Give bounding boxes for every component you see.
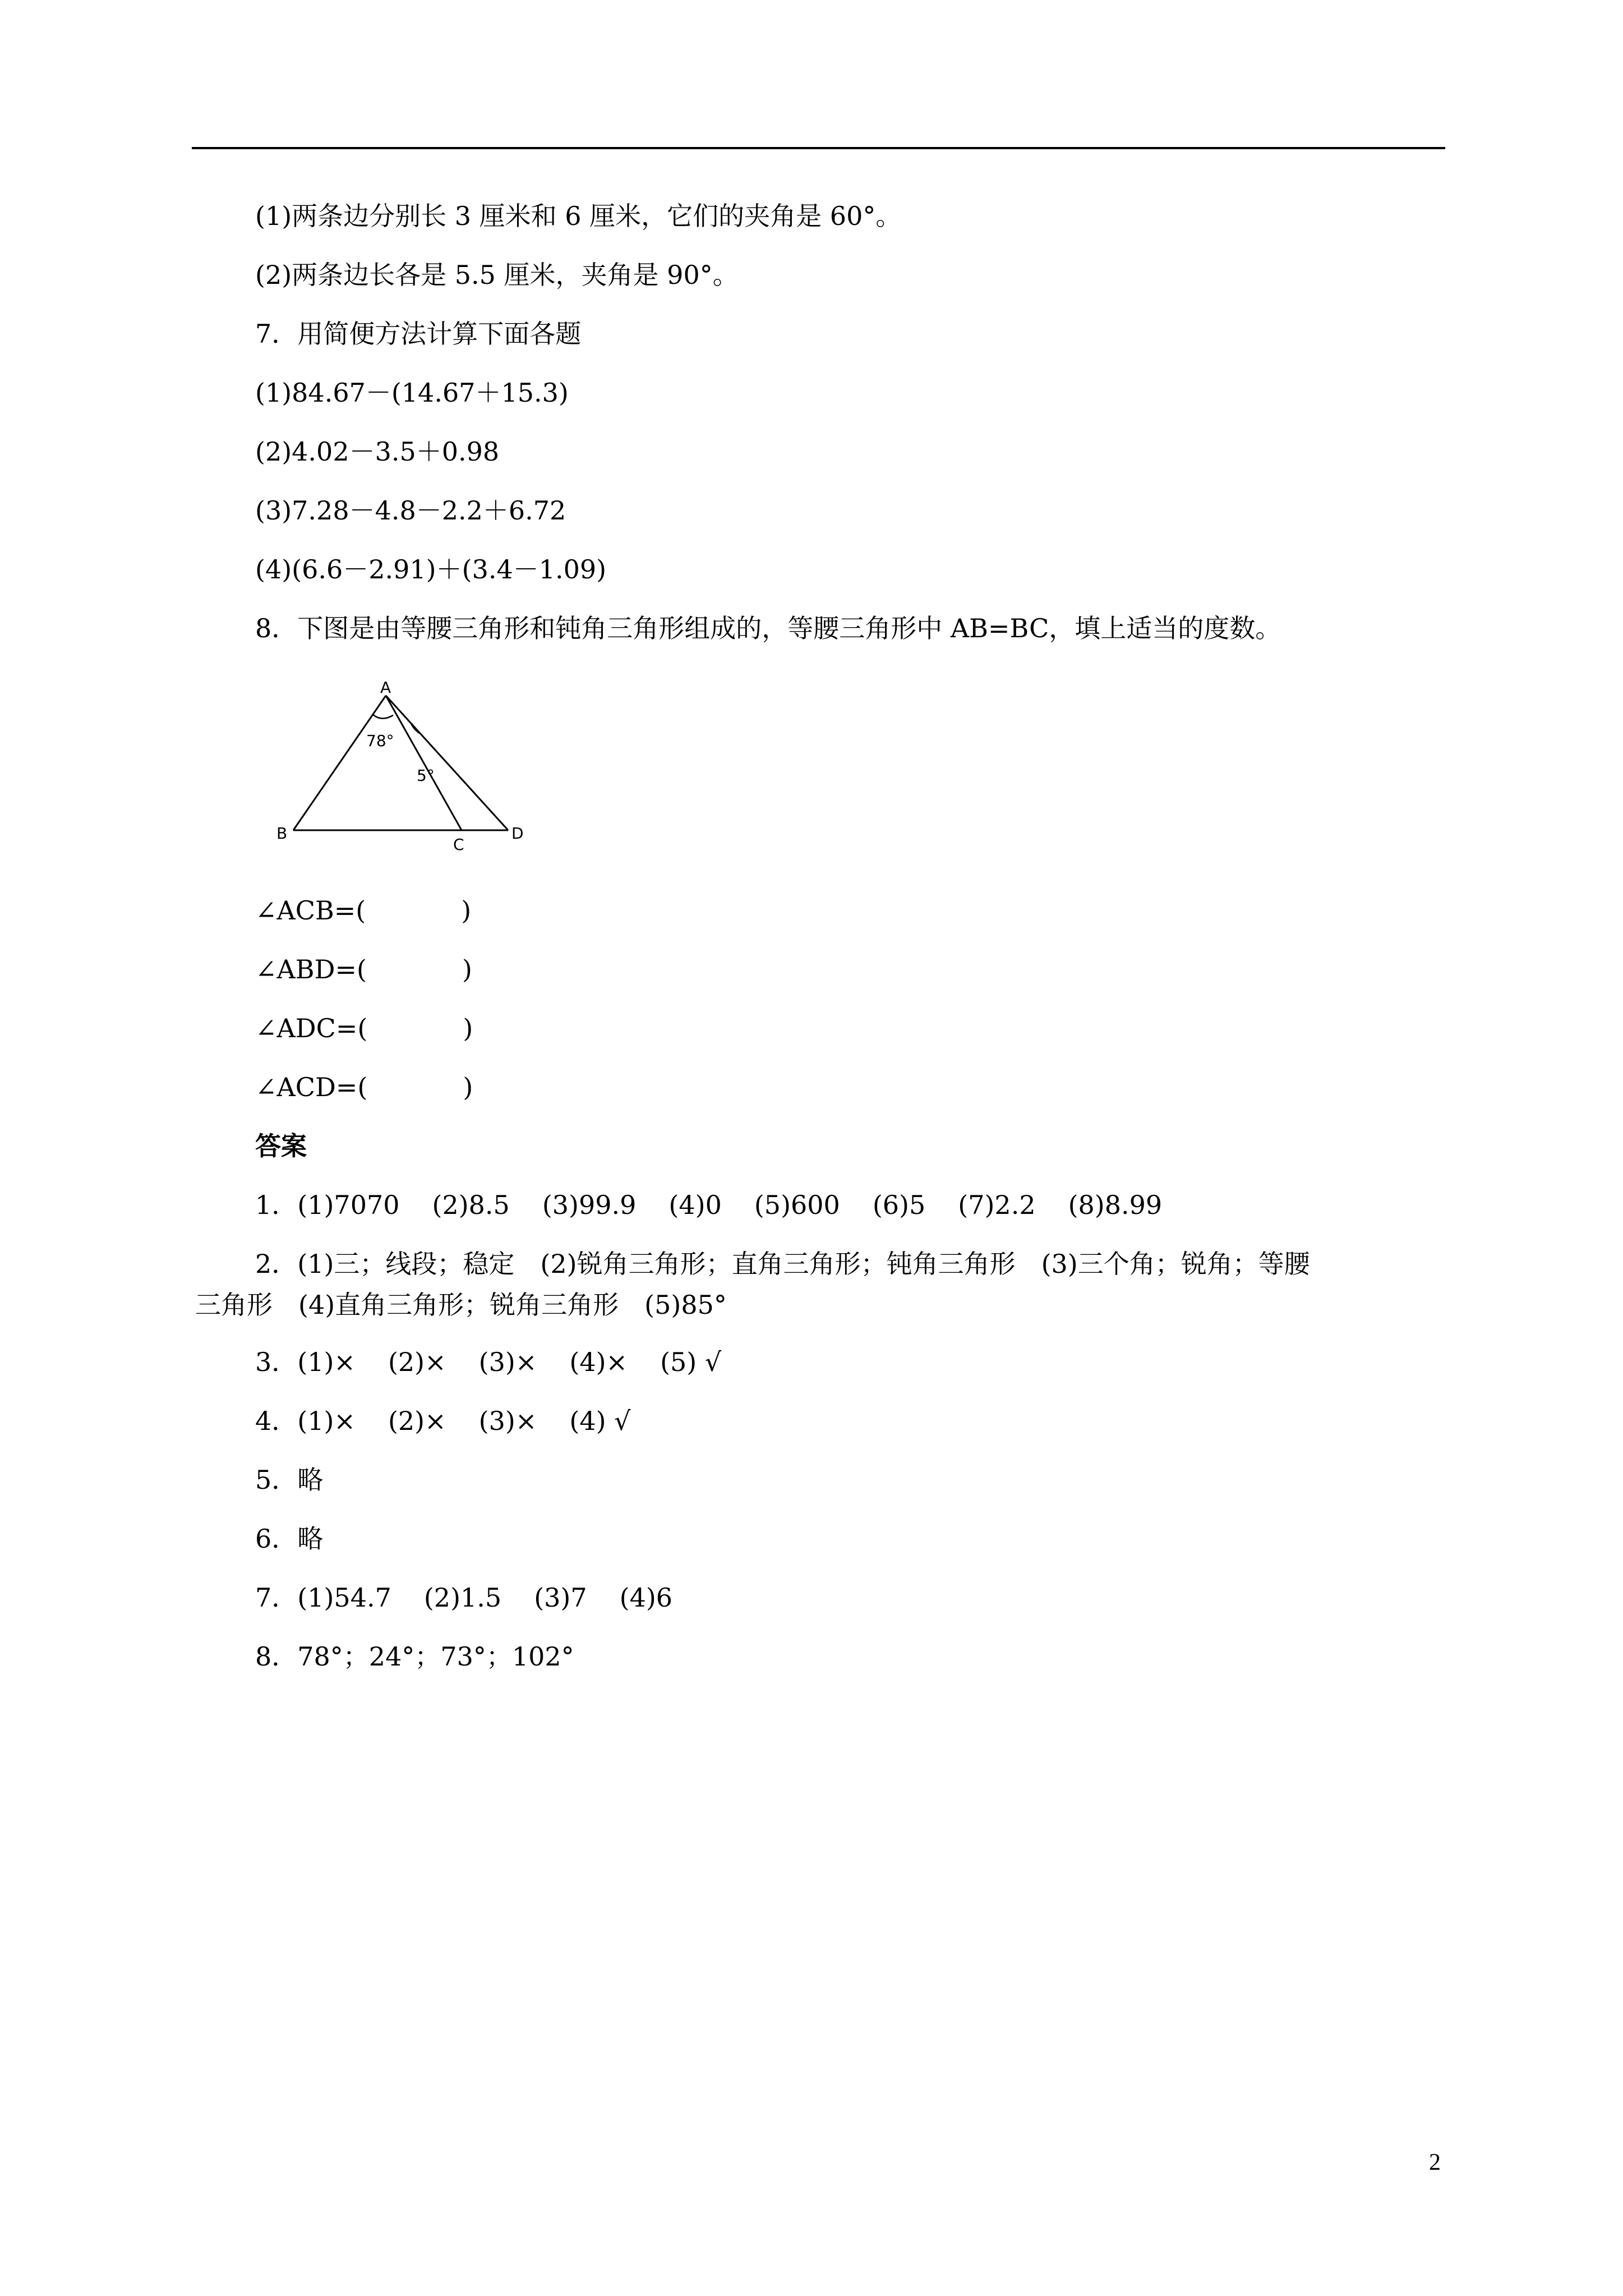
answer-7-part-2: (2)1.5 xyxy=(423,1582,502,1613)
answer-1-part-5: (5)600 xyxy=(754,1190,840,1220)
blank-adc xyxy=(255,1013,473,1044)
header-rule xyxy=(192,147,1445,149)
answer-line-5: 5．略 xyxy=(255,1465,324,1495)
answer-line-7 xyxy=(255,1582,672,1613)
blank-abd xyxy=(255,954,472,985)
answer-1-part-7: (7)2.2 xyxy=(958,1190,1036,1220)
answer-4-part-1: 4．(1)× xyxy=(255,1406,356,1436)
blank-adc-label: ∠ADC=( xyxy=(255,1013,368,1043)
label-b: B xyxy=(276,824,288,843)
angle-mark-a xyxy=(373,715,393,719)
blank-acb-close: ) xyxy=(461,895,472,926)
problem-7-title: 7．用简便方法计算下面各题 xyxy=(255,319,582,349)
page-number: 2 xyxy=(1429,2150,1441,2175)
answer-1-part-6: (6)5 xyxy=(872,1190,926,1220)
blank-acb-label: ∠ACB=( xyxy=(255,895,366,926)
answer-1-part-3: (3)99.9 xyxy=(542,1190,637,1220)
problem-7-item-3: (3)7.28－4.8－2.2＋6.72 xyxy=(255,495,566,526)
blank-acb xyxy=(255,895,471,926)
blank-acd-label: ∠ACD=( xyxy=(255,1072,368,1102)
answer-line-4 xyxy=(255,1405,630,1437)
answer-7-part-1: 7．(1)54.7 xyxy=(255,1582,391,1613)
segment-ac xyxy=(386,696,462,830)
blank-acd-close: ) xyxy=(463,1072,473,1102)
label-a: A xyxy=(380,678,391,697)
problem-8-title: 8．下图是由等腰三角形和钝角三角形组成的，等腰三角形中 AB=BC，填上适当的度数。 xyxy=(255,613,1281,643)
answer-1-part-4: (4)0 xyxy=(668,1190,722,1220)
answer-1-part-1: 1．(1)7070 xyxy=(255,1190,400,1220)
answers-heading: 答案 xyxy=(255,1131,307,1161)
label-c: C xyxy=(453,835,464,854)
answer-7-part-4: (4)6 xyxy=(619,1582,673,1613)
answer-line-2b: 三角形 (4)直角三角形；锐角三角形 (5)85° xyxy=(195,1290,727,1320)
blank-abd-close: ) xyxy=(462,954,472,984)
blank-abd-label: ∠ABD=( xyxy=(255,954,367,984)
problem-6-part-2: (2)两条边长各是 5.5 厘米，夹角是 90°。 xyxy=(255,260,739,290)
problem-7-item-1: (1)84.67－(14.67＋15.3) xyxy=(255,378,569,408)
label-angle-78: 78° xyxy=(366,731,394,750)
label-d: D xyxy=(511,824,524,843)
answer-3-part-1: 3．(1)× xyxy=(255,1347,356,1377)
triangle-figure xyxy=(274,676,532,867)
answer-line-6: 6．略 xyxy=(255,1524,324,1554)
answer-3-part-2: (2)× xyxy=(388,1347,446,1377)
answer-4-part-2: (2)× xyxy=(388,1406,446,1436)
answer-4-part-4: (4) √ xyxy=(569,1406,631,1436)
problem-7-item-4: (4)(6.6－2.91)＋(3.4－1.09) xyxy=(255,554,607,585)
problem-6-part-1: (1)两条边分别长 3 厘米和 6 厘米，它们的夹角是 60°。 xyxy=(255,201,902,231)
answer-line-8: 8．78°；24°；73°；102° xyxy=(255,1641,574,1672)
answer-3-part-3: (3)× xyxy=(478,1347,537,1377)
label-angle-5: 5° xyxy=(417,766,435,785)
segment-ad xyxy=(386,696,508,830)
answer-4-part-3: (3)× xyxy=(478,1406,537,1436)
answer-line-3 xyxy=(255,1346,721,1378)
answer-3-part-5: (5) √ xyxy=(660,1347,722,1377)
answer-7-part-3: (3)7 xyxy=(534,1582,587,1613)
problem-7-item-2: (2)4.02－3.5＋0.98 xyxy=(255,436,500,467)
answer-1-part-8: (8)8.99 xyxy=(1068,1190,1163,1220)
answer-1-part-2: (2)8.5 xyxy=(432,1190,510,1220)
answer-line-2a: 2．(1)三；线段；稳定 (2)锐角三角形；直角三角形；钝角三角形 (3)三个角；锐角；等腰 xyxy=(255,1249,1310,1279)
answer-line-1 xyxy=(255,1189,1162,1221)
blank-acd xyxy=(255,1071,473,1103)
answer-3-part-4: (4)× xyxy=(569,1347,628,1377)
blank-adc-close: ) xyxy=(463,1013,473,1043)
segment-ab xyxy=(293,696,386,830)
